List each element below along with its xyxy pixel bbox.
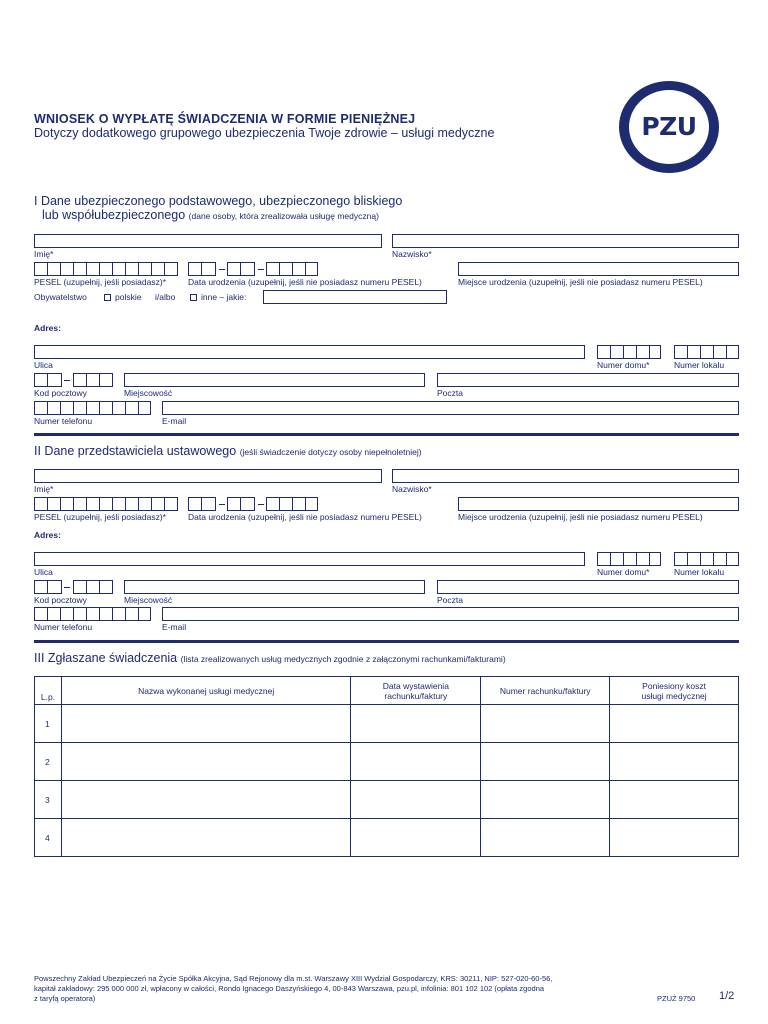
s1-birth-day-input[interactable] — [188, 262, 216, 276]
s1-city-input[interactable] — [124, 373, 425, 387]
s2-email-label: E-mail — [162, 622, 187, 632]
date-dash — [219, 269, 225, 270]
form-code: PZUŻ 9750 — [657, 994, 696, 1003]
s1-birth-date-label: Data urodzenia (uzupełnij, jeśli nie posiadasz numeru PESEL) — [188, 277, 422, 287]
s2-pesel-label: PESEL (uzupełnij, jeśli posiadasz)* — [34, 512, 166, 522]
s1-phone-label: Numer telefonu — [34, 416, 93, 426]
table-row — [35, 743, 739, 781]
section1-heading-line2 — [42, 208, 379, 222]
col-date-line2: rachunku/faktury — [384, 690, 448, 701]
s1-flat-no-input[interactable] — [674, 345, 739, 359]
section3-heading-note: (lista zrealizowanych usług medycznych zgodnie z załączonymi rachunkami/fakturami) — [180, 654, 506, 664]
s1-birth-month-input[interactable] — [227, 262, 255, 276]
col-cost-line2: usługi medycznej — [641, 690, 707, 701]
section2-heading-row — [34, 444, 422, 458]
invoice-date-cell[interactable] — [351, 705, 481, 743]
section1-heading-note: (dane osoby, która zrealizowała usługę medyczną) — [188, 211, 379, 221]
s2-birth-year-input[interactable] — [266, 497, 318, 511]
invoice-number-cell[interactable] — [481, 743, 610, 781]
s2-flat-no-label: Numer lokalu — [674, 567, 725, 577]
page-number: 1/2 — [719, 990, 735, 1002]
s1-house-no-input[interactable] — [597, 345, 661, 359]
service-name-cell[interactable] — [61, 819, 350, 857]
col-date — [351, 677, 481, 705]
s2-birth-day-input[interactable] — [188, 497, 216, 511]
section3-heading: III Zgłaszane świadczenia — [34, 651, 178, 665]
invoice-number-cell[interactable] — [481, 819, 610, 857]
col-invoice: Numer rachunku/faktury — [481, 677, 610, 705]
s1-street-input[interactable] — [34, 345, 585, 359]
s2-city-input[interactable] — [124, 580, 425, 594]
invoice-date-cell[interactable] — [351, 781, 481, 819]
form-title: WNIOSEK O WYPŁATĘ ŚWIADCZENIA W FORMIE PIENIĘŻNEJ — [34, 112, 416, 126]
s2-email-input[interactable] — [162, 607, 739, 621]
cost-cell[interactable] — [610, 705, 739, 743]
s2-post-label: Poczta — [437, 595, 463, 605]
table-row — [35, 705, 739, 743]
section-divider — [34, 433, 739, 436]
section1-heading-text: lub współubezpieczonego — [42, 208, 186, 222]
col-cost — [610, 677, 739, 705]
s1-pesel-label: PESEL (uzupełnij, jeśli posiadasz)* — [34, 277, 166, 287]
cost-cell[interactable] — [610, 781, 739, 819]
invoice-date-cell[interactable] — [351, 743, 481, 781]
section2-heading-note: (jeśli świadczenie dotyczy osoby niepełnoletniej) — [239, 447, 422, 457]
col-service: Nazwa wykonanej usługi medycznej — [61, 677, 350, 705]
cost-cell[interactable] — [610, 819, 739, 857]
s1-birth-year-input[interactable] — [266, 262, 318, 276]
citizenship-other-label: inne – jakie: — [201, 292, 247, 302]
s2-last-name-input[interactable] — [392, 469, 739, 483]
col-lp: L.p. — [35, 677, 62, 705]
s1-citizenship-label: Obywatelstwo — [34, 292, 87, 302]
date-dash — [258, 269, 264, 270]
col-date-line1: Data wystawienia — [382, 680, 449, 691]
s1-postal-code-label: Kod pocztowy — [34, 388, 87, 398]
invoice-date-cell[interactable] — [351, 819, 481, 857]
s1-last-name-label: Nazwisko* — [392, 249, 432, 259]
date-dash — [219, 504, 225, 505]
footer-line3: z taryfą operatora) — [34, 994, 96, 1003]
s2-street-input[interactable] — [34, 552, 585, 566]
citizenship-other-checkbox[interactable] — [190, 294, 197, 301]
s1-house-no-label: Numer domu* — [597, 360, 650, 370]
s2-postal-code-part1[interactable] — [34, 580, 62, 594]
s1-email-input[interactable] — [162, 401, 739, 415]
row-number: 2 — [35, 743, 62, 781]
s2-post-input[interactable] — [437, 580, 739, 594]
s2-postal-code-label: Kod pocztowy — [34, 595, 87, 605]
s2-street-label: Ulica — [34, 567, 53, 577]
s1-pesel-input[interactable] — [34, 262, 178, 276]
pzu-logo-text: PZU — [641, 112, 697, 141]
s1-city-label: Miejscowość — [124, 388, 173, 398]
section-divider — [34, 640, 739, 643]
section2-heading: II Dane przedstawiciela ustawowego — [34, 444, 237, 458]
s1-post-label: Poczta — [437, 388, 463, 398]
section1-heading: I Dane ubezpieczonego podstawowego, ubezpieczonego bliskiego — [34, 194, 403, 208]
service-name-cell[interactable] — [61, 705, 350, 743]
s1-first-name-label: Imię* — [34, 249, 54, 259]
postal-dash — [64, 587, 70, 588]
company-footer — [34, 974, 624, 1004]
date-dash — [258, 504, 264, 505]
table-row — [35, 819, 739, 857]
row-number: 1 — [35, 705, 62, 743]
footer-line2: kapitał zakładowy: 295 000 000 zł, wpłacony w całości, Rondo Ignacego Daszyńskiego 4, 00-843 Warszawa, pzu.pl, infolinia: 801 102 102 (opłata zgodna — [34, 984, 545, 993]
row-number: 4 — [35, 819, 62, 857]
s1-street-label: Ulica — [34, 360, 53, 370]
s2-address-label: Adres: — [34, 530, 61, 540]
s1-birth-place-input[interactable] — [458, 262, 739, 276]
s2-house-no-label: Numer domu* — [597, 567, 650, 577]
citizenship-or-label: i/albo — [155, 292, 176, 302]
s2-first-name-input[interactable] — [34, 469, 382, 483]
cost-cell[interactable] — [610, 743, 739, 781]
s1-postal-code-part1[interactable] — [34, 373, 62, 387]
s1-first-name-input[interactable] — [34, 234, 382, 248]
s1-flat-no-label: Numer lokalu — [674, 360, 725, 370]
s2-phone-input[interactable] — [34, 607, 151, 621]
s2-first-name-label: Imię* — [34, 484, 54, 494]
citizenship-polish-label: polskie — [115, 292, 142, 302]
s1-post-input[interactable] — [437, 373, 739, 387]
pzu-logo — [619, 81, 719, 173]
invoice-number-cell[interactable] — [481, 781, 610, 819]
invoice-number-cell[interactable] — [481, 705, 610, 743]
s2-pesel-input[interactable] — [34, 497, 178, 511]
s2-birth-place-input[interactable] — [458, 497, 739, 511]
s1-last-name-input[interactable] — [392, 234, 739, 248]
s2-birth-month-input[interactable] — [227, 497, 255, 511]
s1-birth-place-label: Miejsce urodzenia (uzupełnij, jeśli nie posiadasz numeru PESEL) — [458, 277, 703, 287]
form-subtitle: Dotyczy dodatkowego grupowego ubezpieczenia Twoje zdrowie – usługi medyczne — [34, 126, 495, 140]
s2-flat-no-input[interactable] — [674, 552, 739, 566]
s2-birth-place-label: Miejsce urodzenia (uzupełnij, jeśli nie posiadasz numeru PESEL) — [458, 512, 703, 522]
s2-city-label: Miejscowość — [124, 595, 173, 605]
citizenship-polish-checkbox[interactable] — [104, 294, 111, 301]
s2-last-name-label: Nazwisko* — [392, 484, 432, 494]
row-number: 3 — [35, 781, 62, 819]
citizenship-other-input[interactable] — [263, 290, 447, 304]
s1-email-label: E-mail — [162, 416, 187, 426]
s1-address-label: Adres: — [34, 323, 61, 333]
s1-phone-input[interactable] — [34, 401, 151, 415]
footer-line1: Powszechny Zakład Ubezpieczeń na Życie Spółka Akcyjna, Sąd Rejonowy dla m.st. Warszawy XIII Wydział Gospodarczy, KRS: 30211, NIP: 527-020-60-56, — [34, 974, 553, 983]
service-name-cell[interactable] — [61, 781, 350, 819]
col-cost-line1: Poniesiony koszt — [642, 680, 706, 691]
s2-birth-date-label: Data urodzenia (uzupełnij, jeśli nie posiadasz numeru PESEL) — [188, 512, 422, 522]
s1-postal-code-part2[interactable] — [73, 373, 113, 387]
postal-dash — [64, 380, 70, 381]
table-header-row — [35, 677, 739, 705]
service-name-cell[interactable] — [61, 743, 350, 781]
s2-house-no-input[interactable] — [597, 552, 661, 566]
section3-heading-row — [34, 651, 506, 665]
table-row — [35, 781, 739, 819]
s2-phone-label: Numer telefonu — [34, 622, 93, 632]
s2-postal-code-part2[interactable] — [73, 580, 113, 594]
services-table — [34, 676, 739, 857]
